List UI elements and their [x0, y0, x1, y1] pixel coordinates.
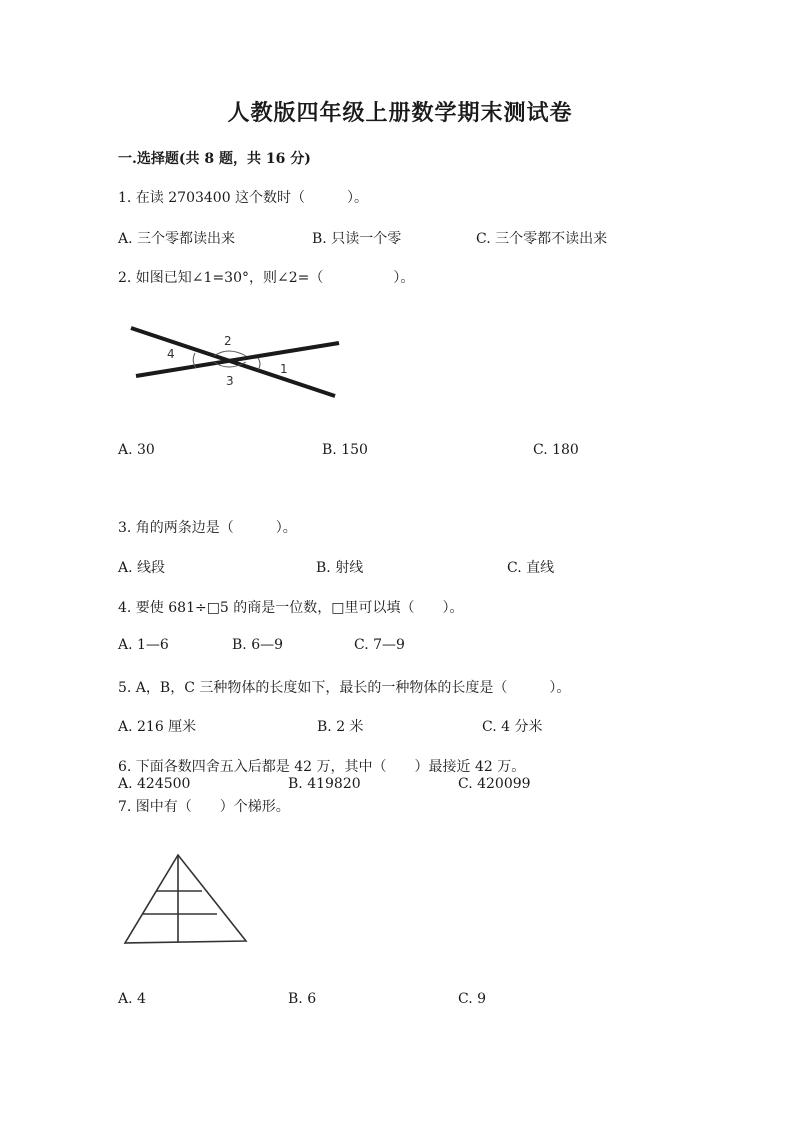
- question-5-option-b[interactable]: B. 2 米: [317, 719, 364, 735]
- question-2-option-a[interactable]: A. 30: [118, 442, 155, 458]
- question-4-option-c[interactable]: C. 7—9: [354, 637, 405, 653]
- question-1-option-b[interactable]: B. 只读一个零: [312, 231, 402, 247]
- question-2-option-c[interactable]: C. 180: [533, 442, 579, 458]
- question-5-stem: 5. A，B，C 三种物体的长度如下，最长的一种物体的长度是（ ）。: [118, 680, 571, 696]
- question-7-option-c[interactable]: C. 9: [458, 991, 487, 1007]
- question-3-stem: 3. 角的两条边是（ ）。: [118, 520, 297, 536]
- angle-label-1: 1: [280, 362, 288, 376]
- question-3-option-c[interactable]: C. 直线: [507, 560, 555, 576]
- question-2-option-b[interactable]: B. 150: [322, 442, 368, 458]
- question-3-option-a[interactable]: A. 线段: [118, 560, 166, 576]
- question-6-option-b[interactable]: B. 419820: [288, 776, 361, 792]
- question-4-option-b[interactable]: B. 6—9: [232, 637, 284, 653]
- question-7-option-a[interactable]: A. 4: [118, 991, 146, 1007]
- question-5-option-a[interactable]: A. 216 厘米: [118, 719, 197, 735]
- question-5-option-c[interactable]: C. 4 分米: [482, 719, 543, 735]
- question-7-option-b[interactable]: B. 6: [288, 991, 317, 1007]
- question-1-stem: 1. 在读 2703400 这个数时（ ）。: [118, 190, 369, 206]
- question-1-option-c[interactable]: C. 三个零都不读出来: [476, 231, 608, 247]
- question-4-option-a[interactable]: A. 1—6: [118, 637, 169, 653]
- question-1-option-a[interactable]: A. 三个零都读出来: [118, 231, 236, 247]
- question-4-stem: 4. 要使 681÷□5 的商是一位数，□里可以填（ ）。: [118, 600, 464, 616]
- angle-label-3: 3: [226, 374, 234, 388]
- outer-triangle: [125, 855, 246, 943]
- question-3-option-b[interactable]: B. 射线: [316, 560, 364, 576]
- question-7-stem: 7. 图中有（ ）个梯形。: [118, 799, 290, 815]
- question-6-stem: 6. 下面各数四舍五入后都是 42 万，其中（ ）最接近 42 万。: [118, 759, 526, 775]
- section-heading: 一.选择题(共 8 题，共 16 分): [118, 151, 311, 167]
- question-6-option-c[interactable]: C. 420099: [458, 776, 531, 792]
- page-title: 人教版四年级上册数学期末测试卷: [227, 100, 573, 126]
- angle-label-2: 2: [224, 334, 232, 348]
- question-6-option-a[interactable]: A. 424500: [118, 776, 191, 792]
- question-2-stem: 2. 如图已知∠1=30°，则∠2=（ ）。: [118, 270, 415, 286]
- angle-label-4: 4: [167, 347, 175, 361]
